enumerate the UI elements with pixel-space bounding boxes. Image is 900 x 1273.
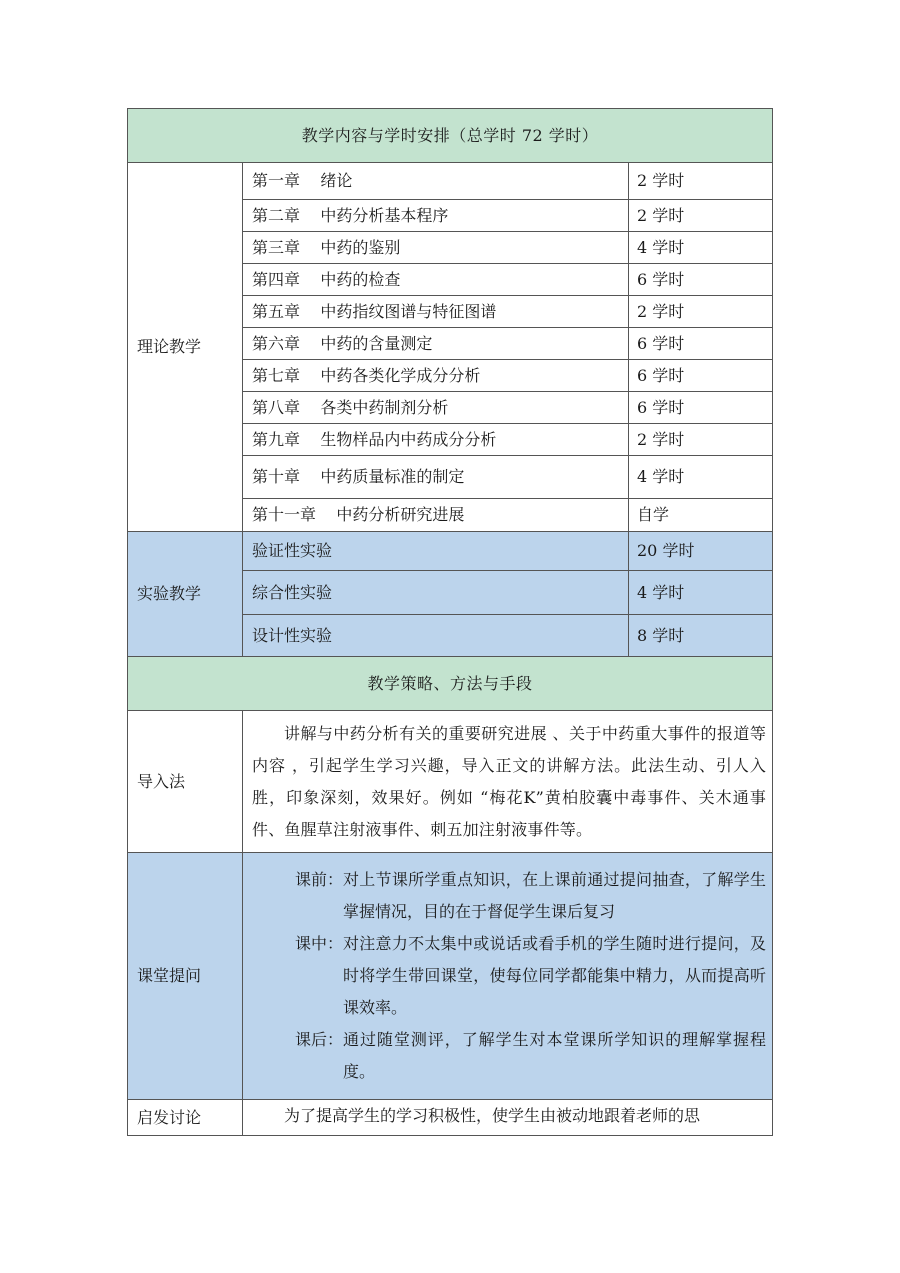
question-when: 课前： xyxy=(294,870,343,889)
question-item-during xyxy=(243,928,766,1024)
chapter-cell: 第四章 中药的检查 xyxy=(243,264,629,296)
section-header-row xyxy=(128,657,773,711)
table-row xyxy=(128,1100,773,1136)
question-text: 对上节课所学重点知识，在上课前通过提问抽查，了解学生掌握情况，目的在于督促学生课后复习 xyxy=(343,870,767,921)
hours-cell: 8 学时 xyxy=(629,615,773,657)
section-title-strategy: 教学策略、方法与手段 xyxy=(128,657,773,711)
method-intro-text: 讲解与中药分析有关的重要研究进展 、关于中药重大事件的报道等内容 ，引起学生学习兴趣，导入正文的讲解方法。此法生动、引人入胜，印象深刻，效果好。例如 “梅花K”黄柏胶囊中毒事件、关木通事件、鱼腥草注射液事件、刺五加注射液事件等。 xyxy=(243,711,773,853)
chapter-cell: 第八章 各类中药制剂分析 xyxy=(243,392,629,424)
chapter-cell: 第十章 中药质量标准的制定 xyxy=(243,456,629,499)
question-text: 对注意力不太集中或说话或看手机的学生随时进行提问，及时将学生带回课堂，使每位同学都能集中精力，从而提高听课效率。 xyxy=(343,934,767,1017)
hours-cell: 4 学时 xyxy=(629,232,773,264)
hours-cell: 20 学时 xyxy=(629,532,773,571)
hours-cell: 自学 xyxy=(629,499,773,532)
table-row xyxy=(128,853,773,1100)
method-discussion-label: 启发讨论 xyxy=(128,1100,243,1136)
table-row xyxy=(128,532,773,571)
hours-cell: 6 学时 xyxy=(629,392,773,424)
chapter-cell: 设计性实验 xyxy=(243,615,629,657)
hours-cell: 2 学时 xyxy=(629,296,773,328)
chapter-cell: 第七章 中药各类化学成分分析 xyxy=(243,360,629,392)
method-question-label: 课堂提问 xyxy=(128,853,243,1100)
section-header-row xyxy=(128,109,773,163)
chapter-cell: 综合性实验 xyxy=(243,571,629,615)
hours-cell: 2 学时 xyxy=(629,424,773,456)
method-intro-label: 导入法 xyxy=(128,711,243,853)
chapter-cell: 第六章 中药的含量测定 xyxy=(243,328,629,360)
chapter-cell: 第十一章 中药分析研究进展 xyxy=(243,499,629,532)
question-item-before xyxy=(243,864,766,928)
chapter-cell: 第三章 中药的鉴别 xyxy=(243,232,629,264)
chapter-cell: 第九章 生物样品内中药成分分析 xyxy=(243,424,629,456)
method-discussion-text: 为了提高学生的学习积极性，使学生由被动地跟着老师的思 xyxy=(243,1100,773,1136)
hours-cell: 4 学时 xyxy=(629,456,773,499)
question-item-after xyxy=(243,1024,766,1088)
section-title-schedule: 教学内容与学时安排（总学时 72 学时） xyxy=(128,109,773,163)
hours-cell: 6 学时 xyxy=(629,264,773,296)
hours-cell: 6 学时 xyxy=(629,328,773,360)
hours-cell: 4 学时 xyxy=(629,571,773,615)
method-question-content xyxy=(243,853,773,1100)
table-row xyxy=(128,711,773,853)
hours-cell: 2 学时 xyxy=(629,200,773,232)
hours-cell: 2 学时 xyxy=(629,163,773,200)
question-when: 课后： xyxy=(294,1030,343,1049)
category-theory: 理论教学 xyxy=(128,163,243,532)
chapter-cell: 验证性实验 xyxy=(243,532,629,571)
chapter-cell: 第一章 绪论 xyxy=(243,163,629,200)
category-experiment: 实验教学 xyxy=(128,532,243,657)
question-text: 通过随堂测评，了解学生对本堂课所学知识的理解掌握程度。 xyxy=(343,1030,767,1081)
course-table xyxy=(127,108,773,1136)
question-when: 课中： xyxy=(294,934,343,953)
hours-cell: 6 学时 xyxy=(629,360,773,392)
table-row xyxy=(128,163,773,200)
chapter-cell: 第二章 中药分析基本程序 xyxy=(243,200,629,232)
chapter-cell: 第五章 中药指纹图谱与特征图谱 xyxy=(243,296,629,328)
